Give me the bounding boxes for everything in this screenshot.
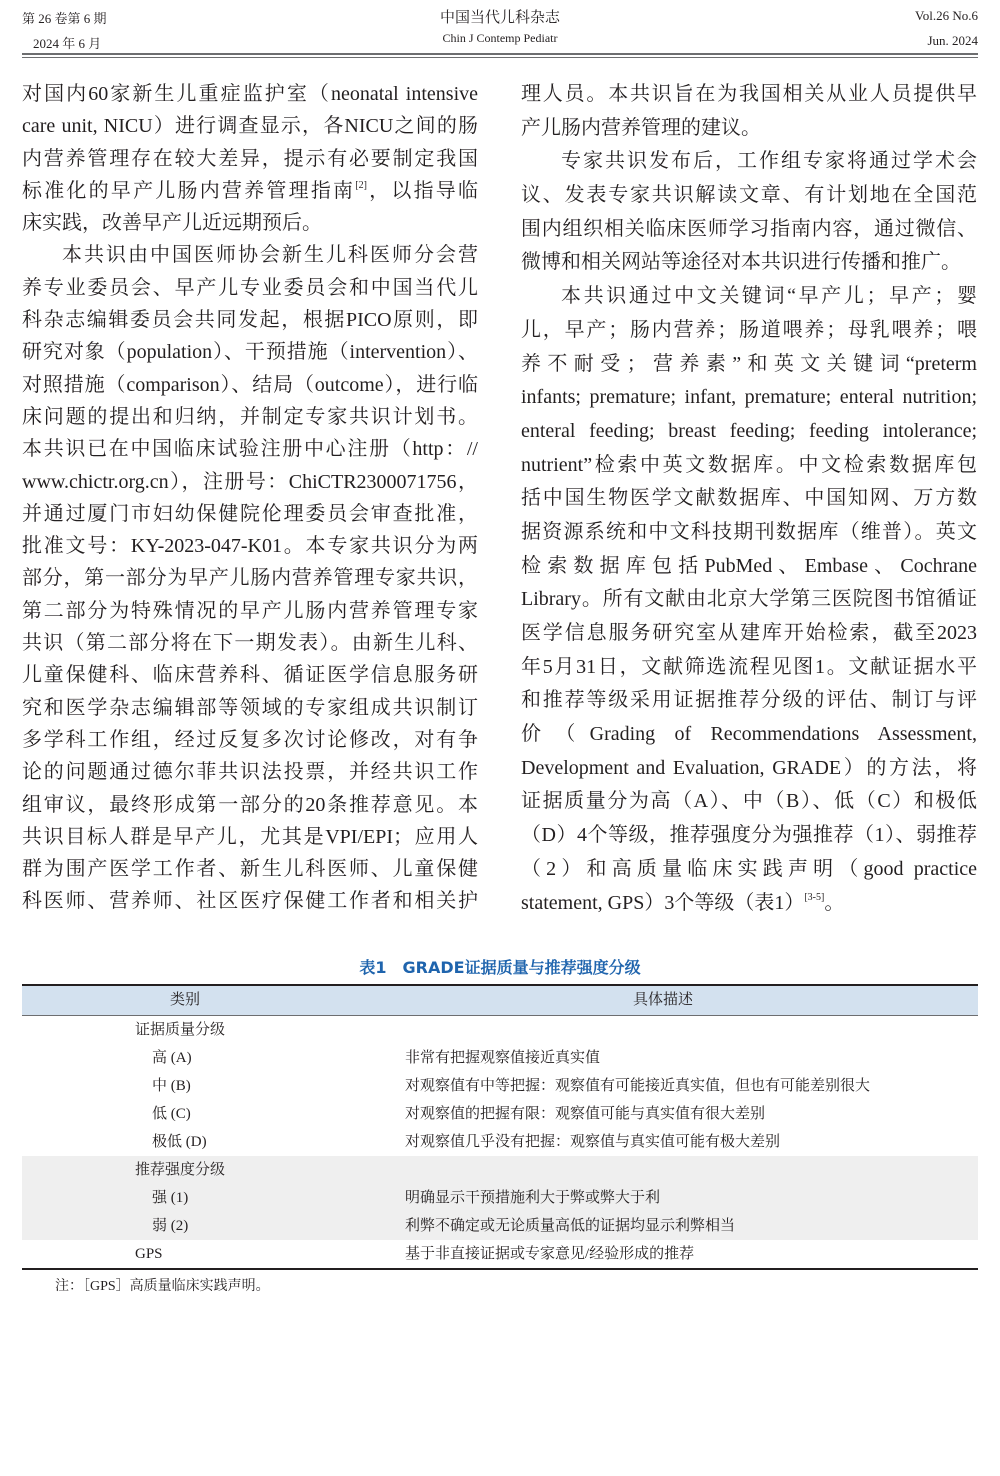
text-line (521, 752, 977, 786)
text-line (521, 348, 977, 382)
text-line (521, 785, 977, 819)
text-line (22, 401, 478, 433)
text-segment: 并通过厦门市妇幼保健院伦理委员会审查批准， (22, 502, 478, 525)
citation-reference: [2] (355, 179, 367, 191)
text-line (22, 369, 478, 401)
text-line (22, 789, 478, 821)
category-cell: 极低 (D) (152, 1134, 207, 1150)
text-segment: 医学信息服务研究室从建库开始检索，截至2023 (521, 622, 977, 644)
text-segment: 标准化的早产儿肠内营养管理指南 (22, 179, 356, 202)
text-segment: 本共识通过中文关键词“早产儿；早产；婴 (561, 285, 977, 308)
text-segment: 理人员。本共识旨在为我国相关从业人员提供早 (521, 83, 977, 105)
category-cell: 低 (C) (152, 1106, 191, 1122)
grade-table (22, 984, 978, 1270)
text-segment: 床问题的提出和归纳，并制定专家共识计划书。 (22, 405, 478, 428)
text-segment: 括中国生物医学文献数据库、中国知网、万方数 (521, 487, 977, 510)
text-line (22, 853, 478, 885)
text-segment: （2）和高质量临床实践声明（good practice (521, 857, 977, 880)
text-segment: 共识（第二部分将在下一期发表）。由新生儿科、 (22, 632, 478, 655)
table-note: 注：［GPS］高质量临床实践声明。 (55, 1279, 270, 1294)
text-segment: 议、发表专家共识解读文章、有计划地在全国范 (521, 184, 977, 207)
description-cell: 对观察值有中等把握：观察值有可能接近真实值，但也有可能差别很大 (405, 1078, 871, 1094)
text-line (521, 381, 977, 415)
text-line (22, 304, 478, 336)
table-row (22, 1044, 978, 1072)
table-row (22, 1212, 978, 1240)
text-line (22, 692, 478, 724)
text-line (22, 498, 478, 530)
text-segment: 本共识已在中国临床试验注册中心注册（http：// (22, 438, 478, 461)
text-segment: nutrient”检索中英文数据库。中文检索数据库包 (521, 453, 977, 476)
text-segment: 究和医学杂志编辑部等领域的专家组成共识制订 (22, 696, 478, 719)
text-line (521, 516, 977, 550)
text-line (22, 78, 478, 110)
text-line (22, 756, 478, 788)
text-line (521, 449, 977, 483)
text-segment: 科医师、营养师、社区医疗保健工作者和相关护 (22, 890, 478, 913)
text-line (521, 550, 977, 584)
text-segment: 围内组织相关临床医师学习指南内容，通过微信、 (521, 217, 977, 240)
text-line (22, 530, 478, 562)
text-segment: 群为围产医学工作者、新生儿科医师、儿童保健 (22, 858, 478, 881)
text-line (521, 280, 977, 314)
text-segment: Library。所有文献由北京大学第三医院图书馆循证 (521, 588, 977, 611)
text-line (521, 482, 977, 516)
text-line (521, 684, 977, 718)
text-segment: 证据质量分为高（A）、中（B）、低（C）和极低 (521, 790, 977, 813)
text-segment: 对照措施（comparison）、结局（outcome），进行临 (22, 373, 478, 396)
text-line (22, 724, 478, 756)
text-segment: 对国内60家新生儿重症监护室（neonatal intensive (22, 83, 478, 105)
description-cell: 利弊不确定或无论质量高低的证据均显示利弊相当 (405, 1218, 736, 1234)
text-segment: ，以指导临 (366, 179, 479, 202)
text-line (22, 143, 478, 175)
text-segment: 部分，第一部分为早产儿肠内营养管理专家共识， (22, 567, 478, 590)
header-rule (22, 53, 978, 55)
journal-title-en: Chin J Contemp Pediatr (442, 31, 558, 45)
category-cell: 强 (1) (152, 1190, 189, 1206)
text-segment: 年5月31日，文献筛选流程见图1。文献证据水平 (521, 655, 977, 678)
text-line (521, 213, 977, 247)
text-line (521, 853, 977, 887)
text-line (521, 819, 977, 853)
column-header-description: 具体描述 (632, 992, 693, 1008)
text-segment: statement, GPS）3个等级（表1） (521, 891, 805, 914)
text-segment: enteral feeding; breast feeding; feeding intolerance; (521, 419, 977, 442)
text-segment: care unit, NICU）进行调查显示，各NICU之间的肠 (22, 115, 478, 138)
text-line (22, 175, 478, 207)
text-line (22, 207, 478, 239)
date-en: Jun. 2024 (927, 33, 978, 48)
text-line (521, 583, 977, 617)
citation-reference: [3-5] (804, 891, 825, 903)
text-segment: 第二部分为特殊情况的早产儿肠内营养管理专家 (22, 599, 478, 622)
volume-issue-cn: 第 26 卷第 6 期 (22, 11, 107, 26)
text-line (22, 110, 478, 142)
category-cell: 中 (B) (152, 1078, 191, 1094)
text-segment: 床实践，改善早产儿近远期预后。 (22, 212, 322, 235)
text-line (521, 179, 977, 213)
text-line (22, 433, 478, 465)
description-cell: 明确显示干预措施利大于弊或弊大于利 (405, 1190, 661, 1206)
text-segment: 儿童保健科、临床营养科、循证医学信息服务研 (22, 664, 478, 687)
table-row (22, 1184, 978, 1212)
right-text-column (521, 78, 977, 920)
date-cn: 2024 年 6 月 (33, 36, 102, 51)
text-line (521, 415, 977, 449)
text-segment: 专家共识发布后，工作组专家将通过学术会 (561, 150, 977, 173)
text-segment: 检索数据库包括PubMed、Embase、Cochrane (521, 554, 977, 577)
text-segment: 批准文号：KY-2023-047-K01。本专家共识分为两 (22, 535, 478, 558)
text-line (521, 314, 977, 348)
volume-issue-en: Vol.26 No.6 (915, 8, 978, 23)
category-cell: 推荐强度分级 (135, 1162, 226, 1178)
table-caption: 表1 GRADE证据质量与推荐强度分级 (359, 958, 641, 977)
text-line (521, 887, 977, 921)
text-segment: 组审议，最终形成第一部分的20条推荐意见。本 (22, 793, 478, 816)
text-segment: infants; premature; infant, premature; enteral nutrition; (521, 386, 977, 409)
text-line (22, 239, 478, 271)
table-row (22, 1100, 978, 1128)
text-segment: 产儿肠内营养管理的建议。 (521, 116, 761, 139)
text-line (521, 145, 977, 179)
category-cell: 证据质量分级 (135, 1022, 226, 1038)
text-line (22, 466, 478, 498)
table-body (22, 1016, 978, 1270)
table-row (22, 1128, 978, 1156)
text-line (22, 659, 478, 691)
text-segment: 内营养管理存在较大差异，提示有必要制定我国 (22, 147, 478, 170)
text-segment: 共识目标人群是早产儿，尤其是VPI/EPI；应用人 (22, 825, 478, 848)
text-segment: （D）4个等级，推荐强度分为强推荐（1）、弱推荐 (521, 824, 977, 847)
description-cell: 基于非直接证据或专家意见/经验形成的推荐 (405, 1246, 695, 1262)
text-line (521, 112, 977, 146)
text-line (22, 885, 478, 917)
text-line (521, 617, 977, 651)
text-segment: 和推荐等级采用证据推荐分级的评估、制订与评 (521, 689, 977, 712)
text-line (22, 821, 478, 853)
category-cell: GPS (135, 1246, 163, 1262)
text-line (521, 246, 977, 280)
text-segment: 微博和相关网站等途径对本共识进行传播和推广。 (521, 251, 961, 274)
text-segment: 养专业委员会、早产儿专业委员会和中国当代儿 (22, 276, 478, 299)
text-segment: www.chictr.org.cn），注册号：ChiCTR2300071756， (22, 470, 478, 493)
text-segment: 据资源系统和中文科技期刊数据库（维普）。英文 (521, 520, 977, 543)
description-cell: 对观察值的把握有限：观察值可能与真实值有很大差别 (405, 1106, 766, 1122)
text-line (521, 78, 977, 112)
text-segment: 论的问题通过德尔菲共识法投票，并经共识工作 (22, 761, 478, 784)
header-rule-thin (22, 57, 978, 58)
description-cell: 对观察值几乎没有把握：观察值与真实值可能有极大差别 (405, 1134, 781, 1150)
text-segment: 养不耐受；营养素”和英文关键词“preterm (521, 352, 977, 375)
text-line (22, 595, 478, 627)
text-line (22, 336, 478, 368)
text-segment: 多学科工作组，经过反复多次讨论修改，对有争 (22, 728, 478, 751)
description-cell: 非常有把握观察值接近真实值 (405, 1050, 601, 1066)
text-segment: Development and Evaluation, GRADE）的方法，将 (521, 756, 977, 779)
text-segment: 价（Grading of Recommendations Assessment, (521, 723, 977, 746)
text-segment: 本共识由中国医师协会新生儿科医师分会营 (62, 244, 478, 267)
text-line (22, 272, 478, 304)
journal-title-cn: 中国当代儿科杂志 (439, 10, 560, 26)
column-header-category: 类别 (169, 992, 200, 1008)
table-row (22, 1156, 978, 1184)
category-cell: 弱 (2) (152, 1218, 189, 1234)
text-line (22, 627, 478, 659)
table-row (22, 1072, 978, 1100)
text-segment: 科杂志编辑委员会共同发起，根据PICO原则，即 (22, 309, 478, 332)
category-cell: 高 (A) (152, 1050, 192, 1066)
table-row (22, 1240, 978, 1270)
text-line (521, 718, 977, 752)
text-segment: 儿，早产；肠内营养；肠道喂养；母乳喂养；喂 (521, 318, 977, 341)
table-row (22, 1016, 978, 1044)
text-segment: 研究对象（population）、干预措施（intervention）、 (22, 341, 478, 364)
text-line (521, 651, 977, 685)
text-segment: 。 (824, 891, 845, 914)
table-header-row (22, 984, 978, 1016)
text-line (22, 562, 478, 594)
left-text-column (22, 78, 478, 918)
